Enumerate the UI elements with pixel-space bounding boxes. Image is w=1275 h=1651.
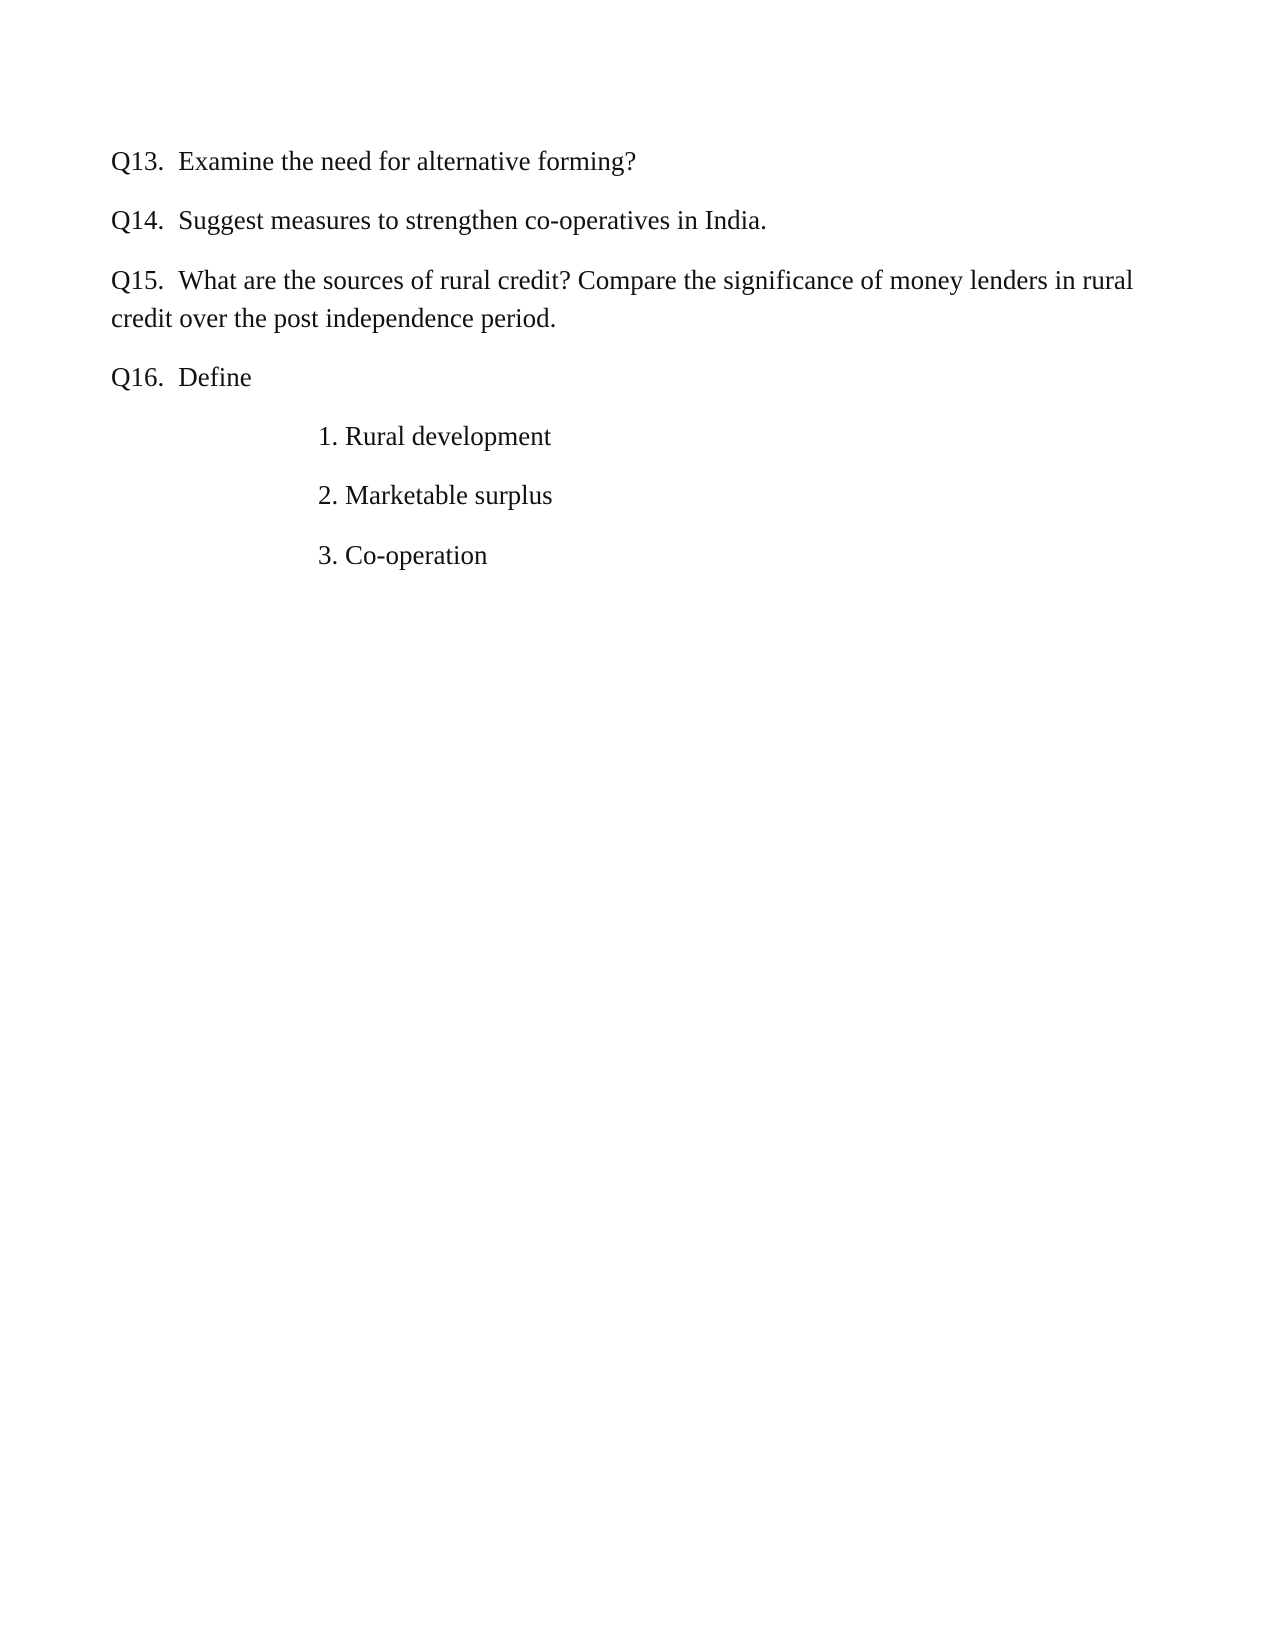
question-text: Define — [178, 362, 252, 392]
question-number: Q13. — [111, 146, 165, 176]
question-q15 — [111, 261, 1171, 337]
question-q13 — [111, 142, 1171, 180]
question-text: Suggest measures to strengthen co-operatives in India. — [178, 205, 767, 235]
question-text: What are the sources of rural credit? Compare the significance of money lenders in rural credit over the post independence period. — [111, 265, 1134, 333]
question-number: Q16. — [111, 362, 165, 392]
question-number: Q14. — [111, 205, 165, 235]
question-q14 — [111, 201, 1171, 239]
question-q16 — [111, 358, 1171, 396]
define-item-marketable-surplus: 2. Marketable surplus — [318, 480, 553, 510]
define-item-rural-development: 1. Rural development — [318, 421, 552, 451]
question-number: Q15. — [111, 265, 165, 295]
question-text: Examine the need for alternative forming? — [178, 146, 637, 176]
define-item-co-operation: 3. Co-operation — [318, 540, 488, 570]
